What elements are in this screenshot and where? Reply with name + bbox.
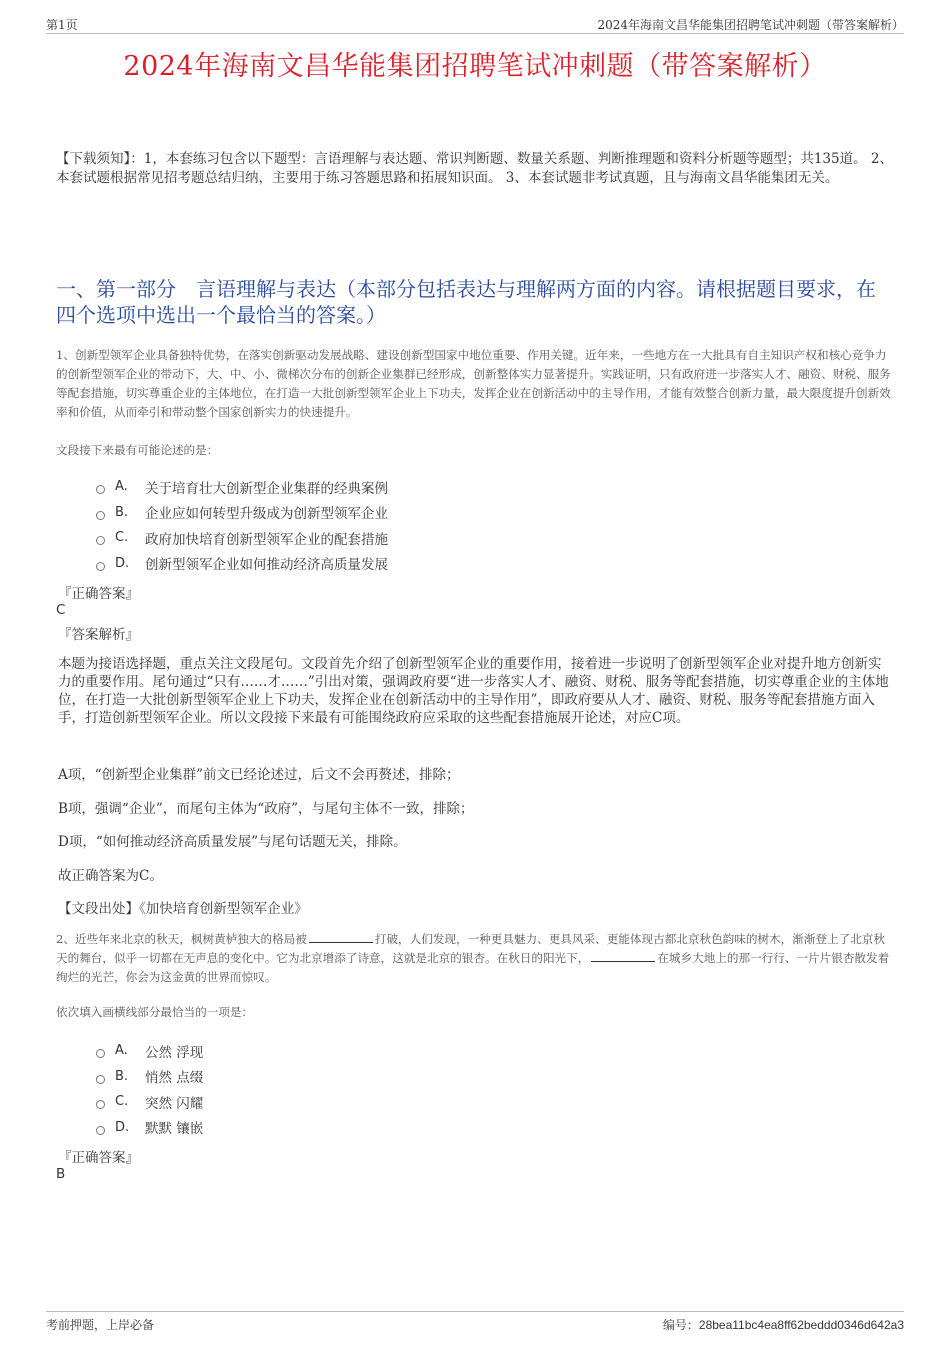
question-2-prompt: 依次填入画横线部分最恰当的一项是： xyxy=(56,1005,254,1019)
option-letter: D. xyxy=(115,555,130,571)
option-letter: C. xyxy=(115,530,129,546)
radio-icon[interactable] xyxy=(96,1126,105,1135)
option-letter: B. xyxy=(115,1068,129,1084)
option-text: 默默 镶嵌 xyxy=(145,1121,204,1138)
option-text: 公然 浮现 xyxy=(145,1044,204,1061)
radio-icon[interactable] xyxy=(96,1100,105,1109)
option-a[interactable] xyxy=(96,474,388,500)
fill-blank-2 xyxy=(591,950,655,962)
footer-slogan: 考前押题，上岸必备 xyxy=(46,1318,155,1332)
correct-answer-label: 『正确答案』 xyxy=(58,1150,139,1166)
analysis-text: 本题为接语选择题，重点关注文段尾句。文段首先介绍了创新型领军企业的重要作用，接着进一步说明了创新型领军企业对提升地方创新实力的重要作用。尾句通过“只有……才……”引出对策，强调政府要“进一步落实人才、融资、财税、服务等配套措施，切实尊重企业的主体地位，在打造一大批创新型领军企业上下功夫，发挥企业在创新活动中的主导作用”，即政府要从人才、融资、财税、服务等配套措施方面入手，打造创新型领军企业。所以文段接下来最有可能围绕政府应采取的这些配套措施展开论述，对应C项。 xyxy=(58,656,889,726)
question-2-text-part1: 2、近些年来北京的秋天，枫树黄栌独大的格局被 xyxy=(56,932,307,946)
option-b[interactable] xyxy=(96,1064,203,1090)
page-footer xyxy=(46,1311,904,1337)
radio-icon[interactable] xyxy=(96,1075,105,1084)
analysis-label: 『答案解析』 xyxy=(58,627,139,643)
option-d[interactable] xyxy=(96,551,388,577)
code-value: 28bea11bc4ea8ff62beddd0346d642a3 xyxy=(698,1318,904,1332)
code-label: 编号： xyxy=(662,1318,699,1332)
question-1-options xyxy=(96,474,388,576)
correct-answer-value: C xyxy=(56,602,66,618)
correct-answer-label: 『正确答案』 xyxy=(58,586,139,602)
option-text: 悄然 点缀 xyxy=(145,1070,204,1087)
analysis-option-a: A项，“创新型企业集群”前文已经论述过，后文不会再赘述，排除； xyxy=(58,767,460,783)
question-1-text: 1、创新型领军企业具备独特优势，在落实创新驱动发展战略、建设创新型国家中地位重要、作用关键。近年来，一些地方在一大批具有自主知识产权和核心竞争力的创新型领军企业的带动下，大、中、小、微梯次分布的创新企业集群已经形成，创新整体实力显著提升。实践证明，只有政府进一步落实人才、融资、财税、服务等配套措施，切实尊重企业的主体地位，在打造一大批创新型领军企业上下功夫，发挥企业在创新活动中的主导作用，才能有效整合创新力量，最大限度提升创新效率和价值，从而牵引和带动整个国家创新实力的快速提升。 xyxy=(56,348,891,419)
option-text: 政府加快培育创新型领军企业的配套措施 xyxy=(145,531,388,548)
radio-icon[interactable] xyxy=(96,1049,105,1058)
option-letter: B. xyxy=(115,504,129,520)
section-heading: 一、第一部分 言语理解与表达（本部分包括表达与理解两方面的内容。请根据题目要求，在四个选项中选出一个最恰当的答案。） xyxy=(56,277,876,327)
question-2-options xyxy=(96,1038,203,1140)
radio-icon[interactable] xyxy=(96,511,105,520)
page-number: 第1页 xyxy=(46,18,78,32)
document-code xyxy=(663,1316,904,1333)
option-text: 关于培育壮大创新型企业集群的经典案例 xyxy=(145,480,388,497)
option-d[interactable] xyxy=(96,1115,203,1141)
download-notice: 【下载须知】：1，本套练习包含以下题型：言语理解与表达题、常识判断题、数量关系题、判断推理题和资料分析题等题型；共135道。 2、本套试题根据常见招考题总结归纳，主要用于练习答题思路和拓展知识面。 3、本套试题非考试真题，且与海南文昌华能集团无关。 xyxy=(56,151,893,186)
option-text: 突然 闪耀 xyxy=(145,1095,204,1112)
page-header xyxy=(46,14,904,34)
question-2-text-part2: 打破，人们发现，一种更具魅力、更具风采、更能体现古都北京秋色韵味的树木，渐渐登上了北京秋天的舞台，似乎一切都在无声息的变化中。它为北京增添了诗意，这就是北京的银杏。在秋日的阳光下， xyxy=(56,932,885,965)
option-letter: A. xyxy=(115,1043,128,1059)
option-c[interactable] xyxy=(96,525,388,551)
analysis-option-d: D项，“如何推动经济高质量发展”与尾句话题无关，排除。 xyxy=(58,834,407,850)
option-letter: D. xyxy=(115,1119,130,1135)
option-c[interactable] xyxy=(96,1089,203,1115)
text-source: 【文段出处】《加快培育创新型领军企业》 xyxy=(58,901,308,917)
option-text: 企业应如何转型升级成为创新型领军企业 xyxy=(145,506,388,523)
question-1-prompt: 文段接下来最有可能论述的是： xyxy=(56,443,219,457)
option-letter: C. xyxy=(115,1094,129,1110)
question-2-text xyxy=(56,930,894,987)
correct-answer-value: B xyxy=(56,1166,66,1182)
option-text: 创新型领军企业如何推动经济高质量发展 xyxy=(145,557,388,574)
option-b[interactable] xyxy=(96,500,388,526)
analysis-conclusion: 故正确答案为C。 xyxy=(58,868,163,884)
fill-blank-1 xyxy=(309,931,373,943)
document-title: 2024年海南文昌华能集团招聘笔试冲刺题（带答案解析） xyxy=(123,51,827,82)
radio-icon[interactable] xyxy=(96,562,105,571)
question-2-text-part3: 在城乡大地上的那一行行、一片片银杏散发着绚烂的光芒，你会为这金黄的世界而惊叹。 xyxy=(56,951,890,984)
header-doc-title: 2024年海南文昌华能集团招聘笔试冲刺题（带答案解析） xyxy=(597,18,904,32)
option-letter: A. xyxy=(115,479,128,495)
radio-icon[interactable] xyxy=(96,485,105,494)
analysis-option-b: B项，强调“企业”，而尾句主体为“政府”，与尾句主体不一致，排除； xyxy=(58,801,474,817)
radio-icon[interactable] xyxy=(96,536,105,545)
option-a[interactable] xyxy=(96,1038,203,1064)
